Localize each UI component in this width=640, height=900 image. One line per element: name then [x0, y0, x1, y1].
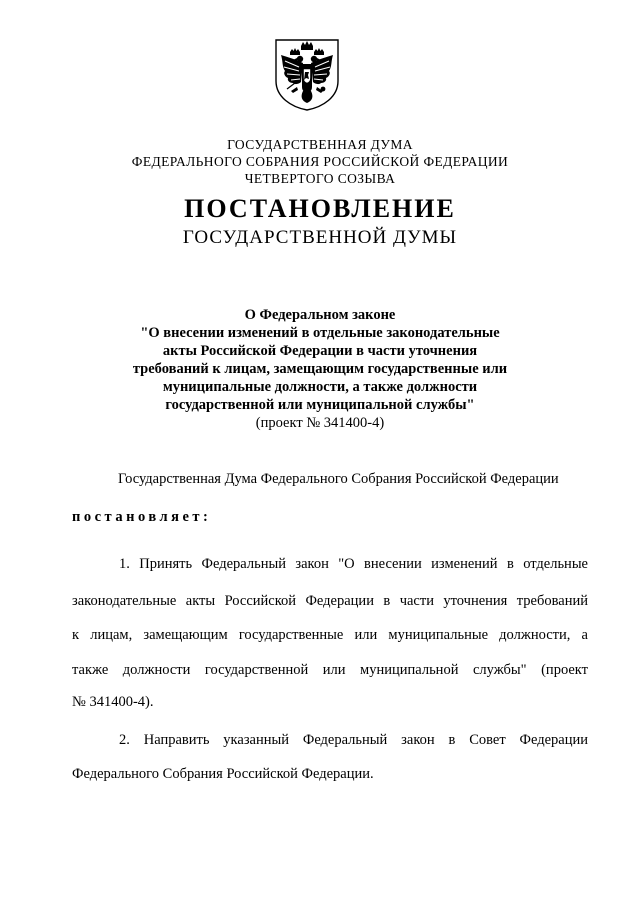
paragraph-2-line-1: 2. Направить указанный Федеральный закон в Совет Федерации	[119, 732, 588, 748]
paragraph-1-line-4: также должности государственной или муниципальной службы" (проект	[72, 662, 588, 678]
subject-line-4: требований к лицам, замещающим государственные или	[132, 361, 508, 377]
document-title: ПОСТАНОВЛЕНИЕ	[184, 194, 456, 223]
preamble: Государственная Дума Федерального Собрания Российской Федерации	[118, 471, 559, 487]
paragraph-1-line-2: законодательные акты Российской Федерации в части уточнения требований	[72, 593, 588, 609]
subject-line-3: акты Российской Федерации в части уточнения	[162, 343, 478, 359]
paragraph-2-line-2: Федерального Собрания Российской Федерации.	[72, 766, 374, 782]
org-line-1: ГОСУДАРСТВЕННАЯ ДУМА	[227, 137, 413, 152]
paragraph-1-line-3: к лицам, замещающим государственные или муниципальные должности, а	[72, 627, 588, 643]
org-line-3: ЧЕТВЕРТОГО СОЗЫВА	[244, 171, 396, 186]
paragraph-1-line-1: 1. Принять Федеральный закон "О внесении изменений в отдельные	[119, 556, 588, 572]
document-subtitle: ГОСУДАРСТВЕННОЙ ДУМЫ	[182, 227, 458, 248]
subject-line-6: государственной или муниципальной службы"	[165, 397, 475, 413]
resolves-word: постановляет:	[72, 509, 212, 525]
subject-line-5: муниципальные должности, а также должности	[162, 379, 478, 395]
subject-line-2: "О внесении изменений в отдельные законодательные	[140, 325, 500, 341]
paragraph-1-line-5: № 341400-4).	[72, 694, 154, 710]
russian-coat-of-arms-icon	[273, 37, 341, 112]
project-number: (проект № 341400-4)	[255, 415, 385, 431]
subject-line-1: О Федеральном законе	[244, 307, 396, 323]
org-line-2: ФЕДЕРАЛЬНОГО СОБРАНИЯ РОССИЙСКОЙ ФЕДЕРАЦИИ	[131, 154, 509, 169]
